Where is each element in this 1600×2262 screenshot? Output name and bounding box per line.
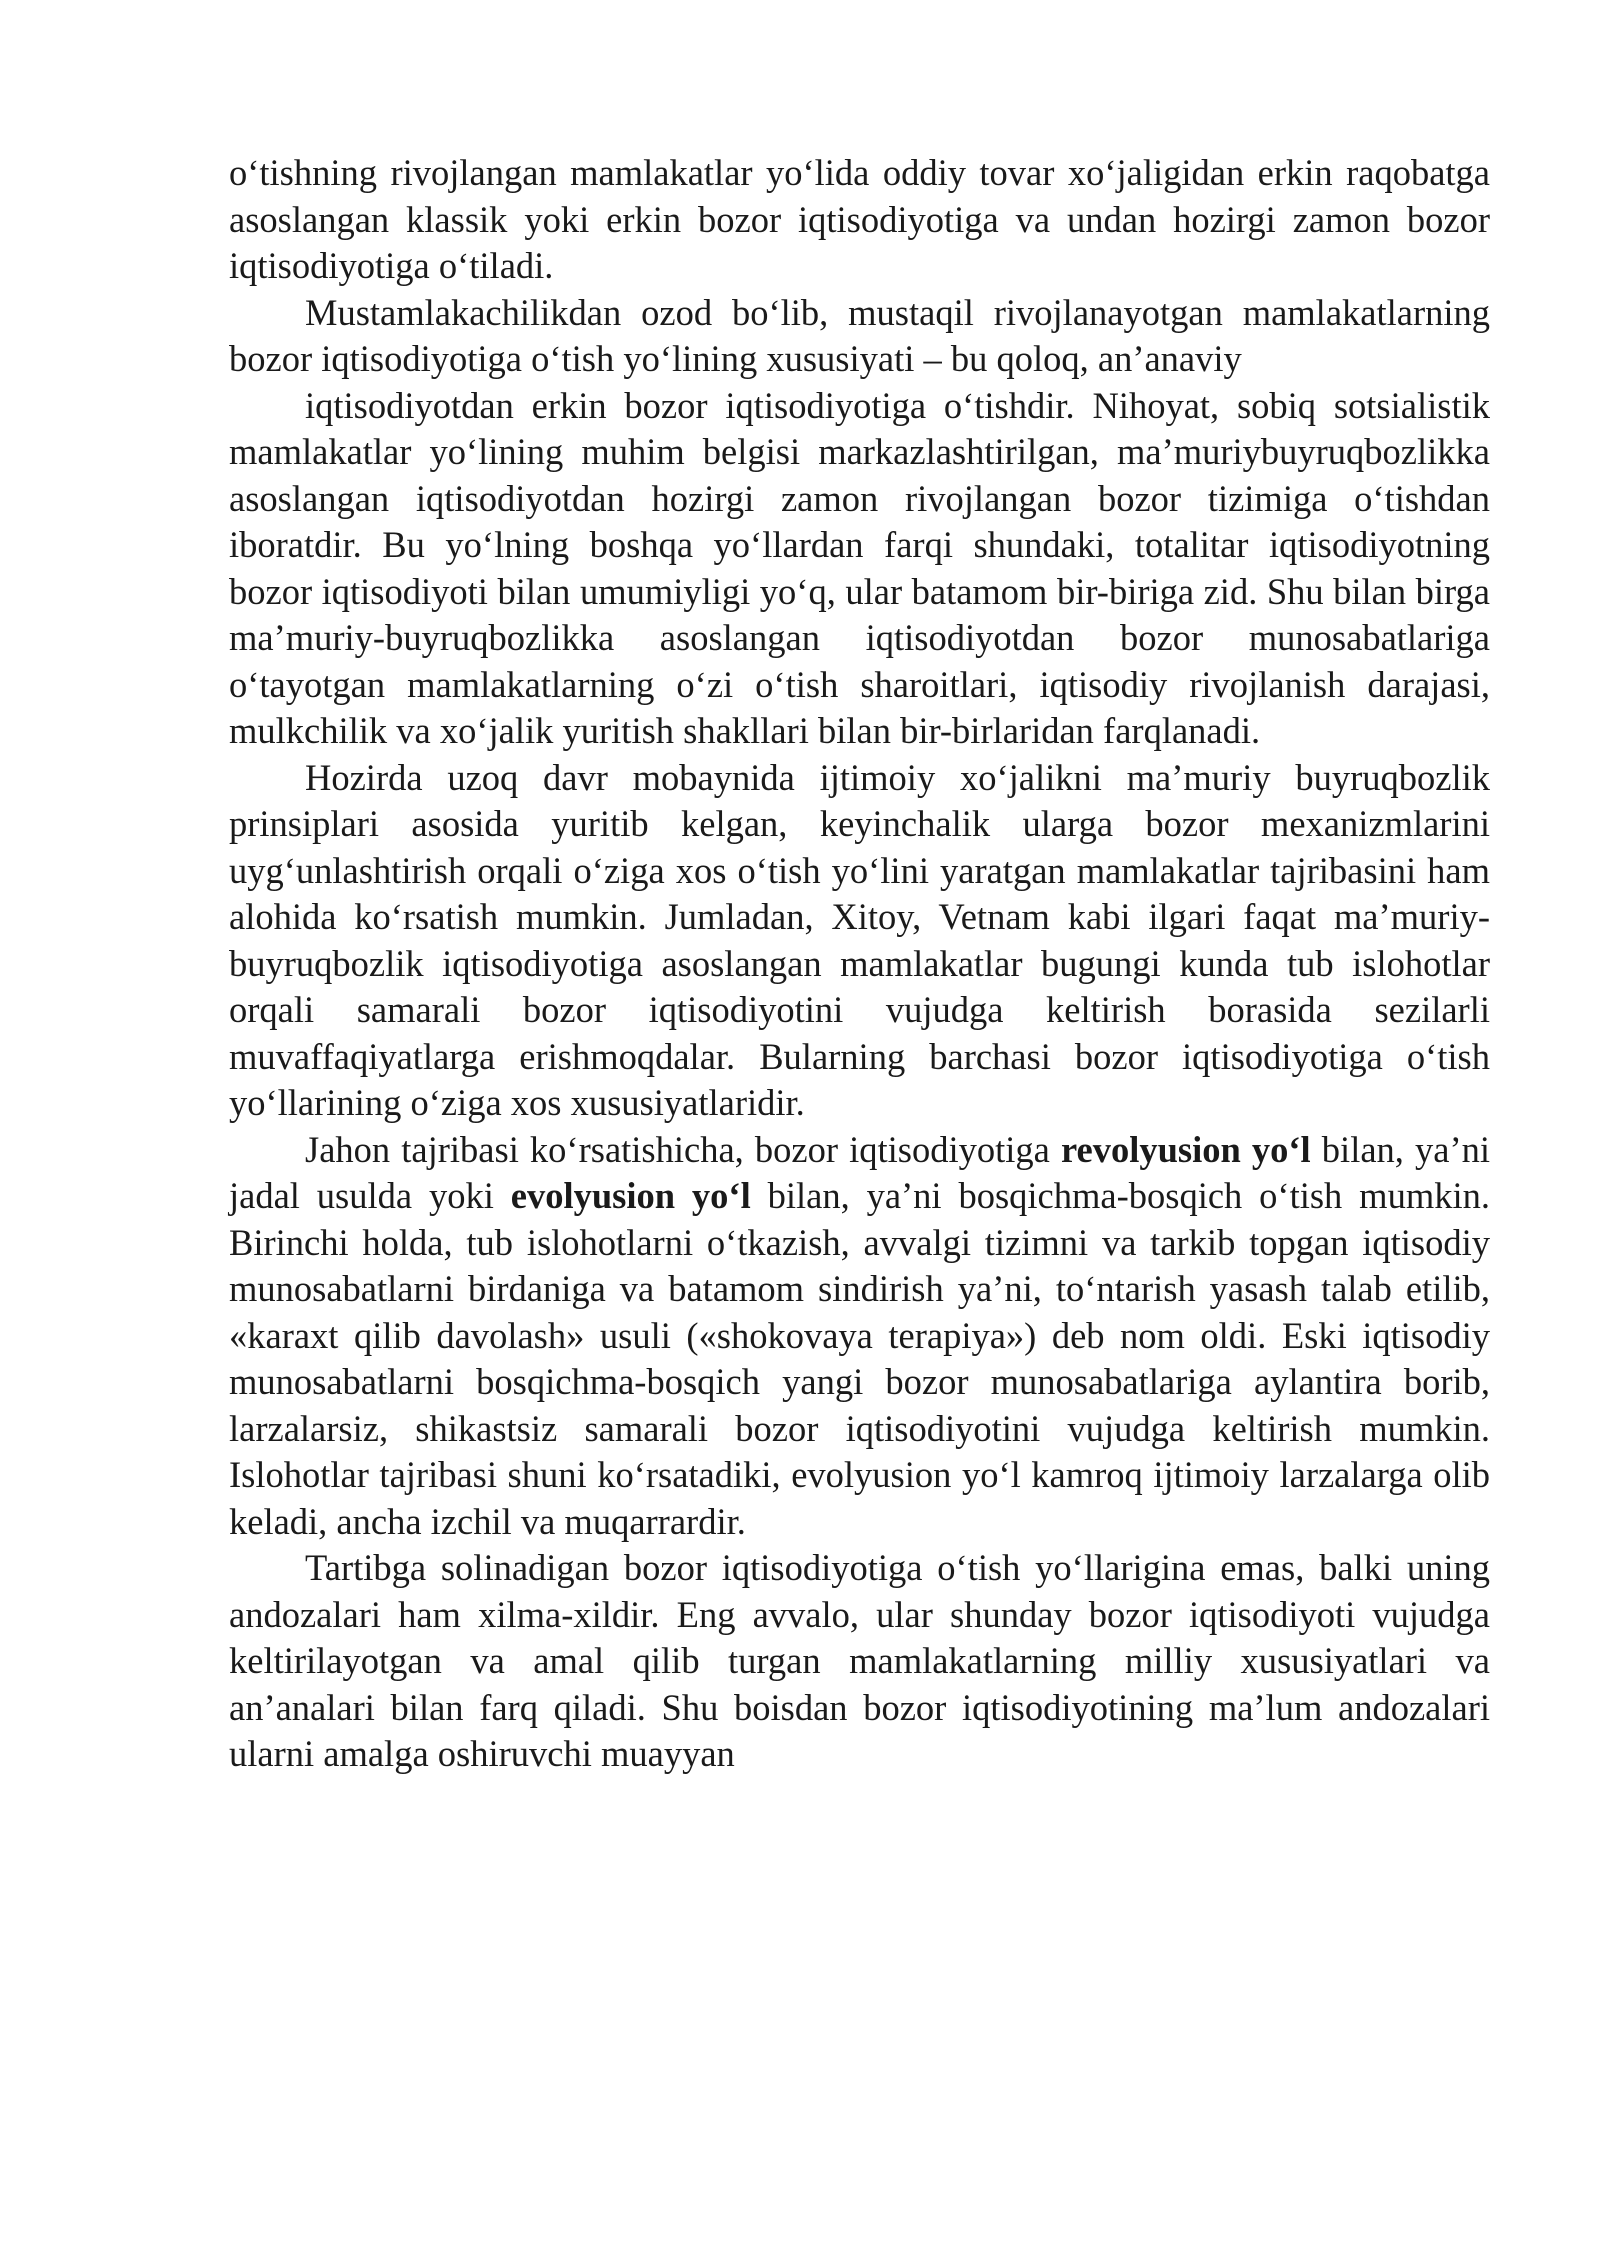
term-evolutionary-path: evolyusion yo‘l — [510, 1175, 751, 1216]
term-revolutionary-path: revolyusion yo‘l — [1060, 1128, 1311, 1170]
paragraph-5 — [229, 1127, 1490, 1546]
paragraph-4: Hozirda uzoq davr mobaynida ijtimoiy xo‘jalikni ma’muriy buyruqbozlik prinsiplari asosida yuritib kelgan, keyinchalik ularga bozor mexanizmlarini uyg‘unlashtirish orqali o‘ziga xos o‘tish yo‘lini yaratgan mamlakatlar tajribasini ham alohida ko‘rsatish mumkin. Jumladan, Xitoy, Vetnam kabi ilgari faqat ma’muriy-buyruqbozlik iqtisodiyotiga asoslangan mamlakatlar bugungi kunda tub islohotlar orqali samarali bozor iqtisodiyotini vujudga keltirish borasida sezilarli muvaffaqiyatlarga erishmoqdalar. Bularning barchasi bozor iqtisodiyotiga o‘tish yo‘llarining o‘ziga xos xususiyatlaridir. — [229, 756, 1490, 1123]
paragraph-1: o‘tishning rivojlangan mamlakatlar yo‘lida oddiy tovar xo‘jaligidan erkin raqobatga asoslangan klassik yoki erkin bozor iqtisodiyotiga va undan hozirgi zamon bozor iqtisodiyotiga o‘tiladi. — [229, 152, 1490, 286]
paragraph-3: iqtisodiyotdan erkin bozor iqtisodiyotiga o‘tishdir. Nihoyat, sobiq sotsialistik mamlakatlar yo‘lining muhim belgisi markazlashtirilgan, ma’muriybuyruqbozlikka asoslangan iqtisodiyotdan hozirgi zamon rivojlangan bozor tizimiga o‘tishdan iboratdir. Bu yo‘lning boshqa yo‘llardan farqi shundaki, totalitar iqtisodiyotning bozor iqtisodiyoti bilan umumiyligi yo‘q, ular batamom bir-biriga zid. Shu bilan birga ma’muriy-buyruqbozlikka asoslangan iqtisodiyotdan bozor munosabatlariga o‘tayotgan mamlakatlarning o‘zi o‘tish sharoitlari, iqtisodiy rivojlanish darajasi, mulkchilik va xo‘jalik yuritish shakllari bilan bir-birlaridan farqlanadi. — [229, 384, 1490, 751]
paragraph-5-text-b: bilan, ya’ni jadal usulda yoki — [229, 1128, 1491, 1216]
paragraph-6: Tartibga solinadigan bozor iqtisodiyotiga o‘tish yo‘llarigina emas, balki uning andozalari ham xilma-xildir. Eng avvalo, ular shunday bozor iqtisodiyoti vujudga keltirilayotgan va amal qilib turgan mamlakatlarning milliy xususiyatlari va an’analari bilan farq qiladi. Shu boisdan bozor iqtisodiyotining ma’lum andozalari ularni amalga oshiruvchi muayyan — [229, 1547, 1490, 1774]
paragraph-5-text-a: Jahon tajribasi ko‘rsatishicha, bozor iqtisodiyotiga — [305, 1128, 1061, 1170]
paragraph-5-text-c: bilan, ya’ni bosqichma-bosqich o‘tish mumkin. Birinchi holda, tub islohotlarni o‘tkazish, avvalgi tizimni va tarkib topgan iqtisodiy munosabatlarni birdaniga va batamom sindirish ya’ni, to‘ntarish yasash talab etilib, «karaxt qilib davolash» usuli («shokovaya terapiya») deb nom oldi. Eski iqtisodiy munosabatlarni bosqichma-bosqich yangi bozor munosabatlariga aylantira borib, larzalarsiz, shikastsiz samarali bozor iqtisodiyotini vujudga keltirish mumkin. Islohotlar tajribasi shuni ko‘rsatadiki, evolyusion yo‘l kamroq ijtimoiy larzalarga olib keladi, ancha izchil va muqarrardir. — [229, 1175, 1490, 1542]
paragraph-2: Mustamlakachilikdan ozod bo‘lib, mustaqil rivojlanayotgan mamlakatlarning bozor iqtisodiyotiga o‘tish yo‘lining xususiyati – bu qoloq, an’anaviy — [229, 291, 1490, 379]
document-page — [229, 150, 1490, 1778]
